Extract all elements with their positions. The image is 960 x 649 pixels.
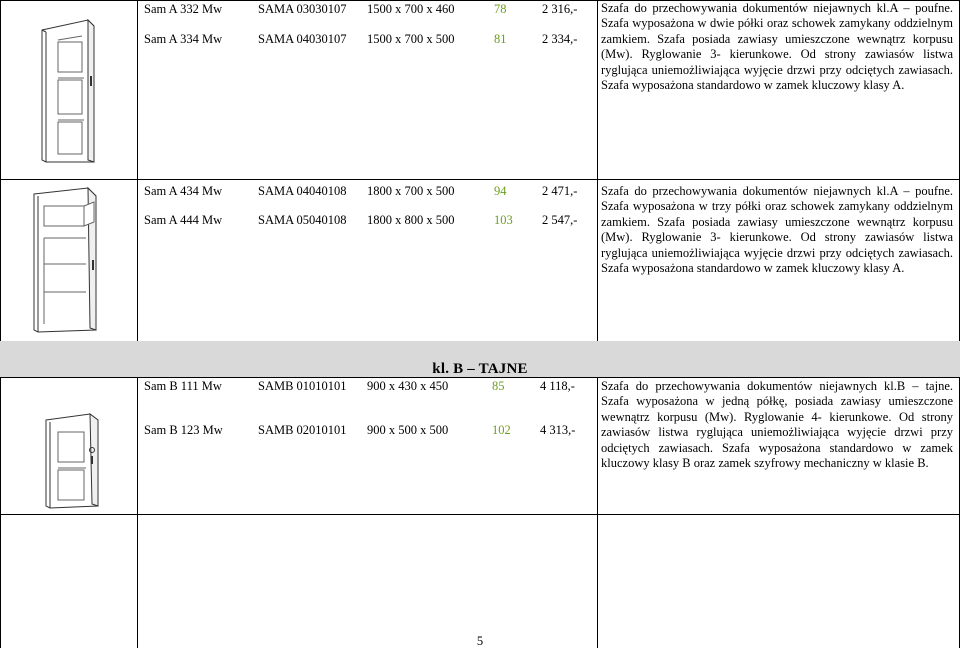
page-number: 5 <box>476 634 484 648</box>
product-code: SAMA 04030107 <box>258 32 347 46</box>
grid-line <box>137 0 138 648</box>
section-title: kl. B – TAJNE <box>432 361 528 377</box>
grid-line <box>0 179 960 180</box>
model-name: Sam B 111 Mw <box>144 379 222 393</box>
weight: 78 <box>494 2 507 16</box>
dimensions: 1800 x 800 x 500 <box>367 213 455 227</box>
product-code: SAMB 02010101 <box>258 423 347 437</box>
price: 2 334,- <box>542 32 578 46</box>
price: 2 471,- <box>542 184 578 198</box>
product-code: SAMB 01010101 <box>258 379 347 393</box>
cabinet-illustration <box>30 184 106 334</box>
model-name: Sam B 123 Mw <box>144 423 223 437</box>
weight: 94 <box>494 184 507 198</box>
weight: 103 <box>494 213 513 227</box>
model-name: Sam A 334 Mw <box>144 32 223 46</box>
weight: 81 <box>494 32 507 46</box>
product-code: SAMA 05040108 <box>258 213 347 227</box>
grid-line <box>0 514 960 515</box>
price: 4 118,- <box>540 379 575 393</box>
price: 2 547,- <box>542 213 578 227</box>
model-name: Sam A 332 Mw <box>144 2 223 16</box>
model-name: Sam A 444 Mw <box>144 213 223 227</box>
grid-line <box>0 0 1 648</box>
dimensions: 1500 x 700 x 500 <box>367 32 455 46</box>
dimensions: 900 x 430 x 450 <box>367 379 449 393</box>
product-code: SAMA 04040108 <box>258 184 347 198</box>
cabinet-illustration <box>42 410 106 510</box>
cabinet-illustration <box>38 16 102 164</box>
dimensions: 900 x 500 x 500 <box>367 423 449 437</box>
model-name: Sam A 434 Mw <box>144 184 223 198</box>
product-description: Szafa do przechowywania dokumentów niejawnych kl.A – poufne. Szafa wyposażona w trzy półki oraz schowek zamykany oddzielnym zamkiem. Szafa posiada zawiasy umieszczone wewnątrz korpusu (Mw). Ryglowanie 3- kierunkowe. Od strony zawiasów listwa ryglująca uniemożliwiająca wyjęcie drzwi przy odciętych zawiasach. Szafa wyposażona standardowo w zamek kluczowy klasy A. <box>601 184 953 276</box>
grid-line <box>597 0 598 648</box>
price: 4 313,- <box>540 423 576 437</box>
product-code: SAMA 03030107 <box>258 2 347 16</box>
price: 2 316,- <box>542 2 578 16</box>
product-description: Szafa do przechowywania dokumentów niejawnych kl.A – poufne. Szafa wyposażona w dwie półki oraz schowek zamykany oddzielnym zamkiem. Szafa posiada zawiasy umieszczone wewnątrz korpusu (Mw). Ryglowanie 3- kierunkowe. Od strony zawiasów listwa ryglująca uniemożliwiająca wyjęcie drzwi przy odciętych zawiasach. Szafa wyposażona standardowo w zamek kluczowy klasy A. <box>601 1 953 93</box>
dimensions: 1500 x 700 x 460 <box>367 2 455 16</box>
product-description: Szafa do przechowywania dokumentów niejawnych kl.B – tajne. Szafa wyposażona w jedną półkę, posiada zawiasy umieszczone wewnątrz korpusu (Mw). Ryglowanie 4- kierunkowe. Od strony zawiasów listwa ryglująca uniemożliwiająca wyjęcie drzwi przy odciętych zawiasach. Szafa wyposażona standardowo w zamek kluczowy klasy B oraz zamek szyfrowy mechaniczny w klasie B. <box>601 379 953 471</box>
dimensions: 1800 x 700 x 500 <box>367 184 455 198</box>
weight: 102 <box>492 423 511 437</box>
weight: 85 <box>492 379 505 393</box>
